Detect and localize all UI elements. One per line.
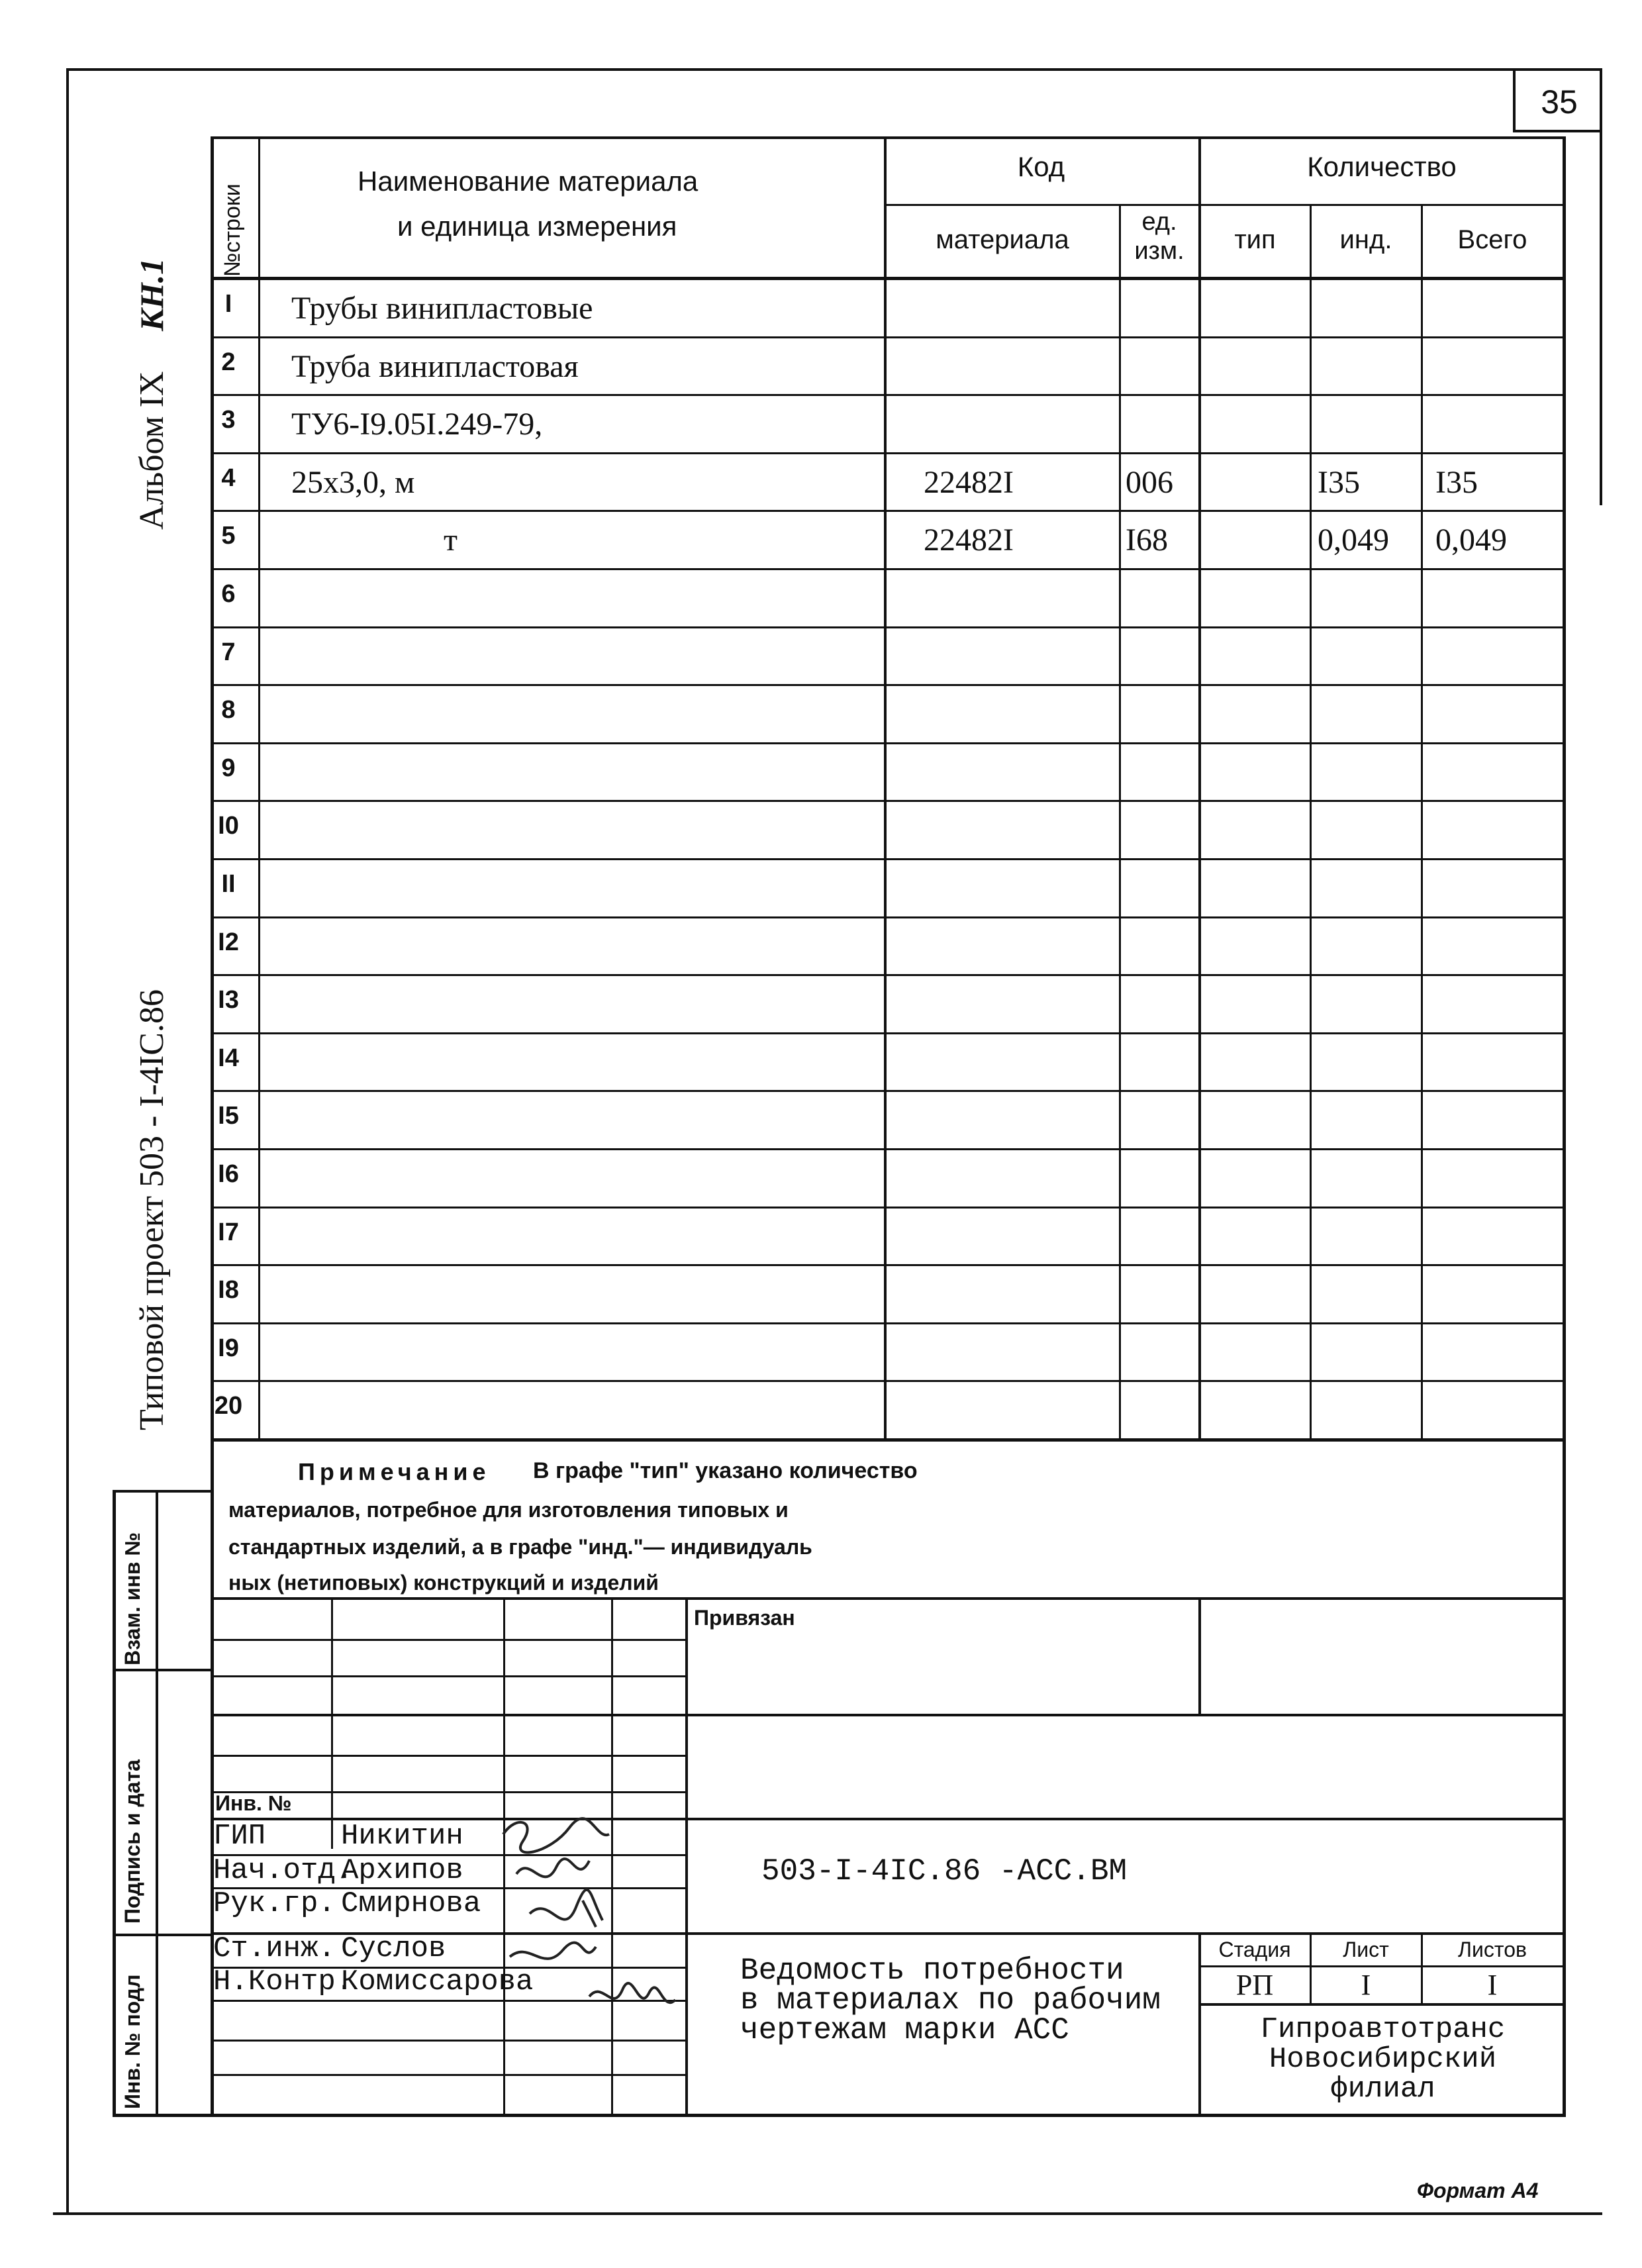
note-line2: материалов, потребное для изготовления типовых и xyxy=(228,1498,789,1522)
row-number: 3 xyxy=(221,406,236,434)
quantity-header: Количество xyxy=(1307,151,1457,182)
name-header-line2: и единица измерения xyxy=(397,211,677,242)
unit-header-line2: изм. xyxy=(1134,237,1184,265)
row-number: 6 xyxy=(221,580,236,608)
doc-title-line3: чертежам марки АСС xyxy=(740,2013,1069,2047)
ind-qty: I35 xyxy=(1318,465,1360,500)
note-line3: стандартных изделий, а в графе "инд."— индивидуаль xyxy=(228,1535,812,1559)
sheet-value: I xyxy=(1361,1969,1371,2001)
row-number: I7 xyxy=(218,1218,239,1246)
total-qty: I35 xyxy=(1435,465,1478,500)
row-number: II xyxy=(221,870,236,898)
staff-name: Смирнова xyxy=(341,1887,481,1920)
code-header: Код xyxy=(1017,151,1065,182)
org-line2: Новосибирский xyxy=(1269,2043,1497,2076)
material-name: Трубы винипластовые xyxy=(291,291,593,326)
page-number: 35 xyxy=(1541,83,1578,121)
note-line4: ных (нетиповых) конструкций и изделий xyxy=(228,1571,659,1595)
doc-title-line2: в материалах по рабочим xyxy=(740,1983,1161,2018)
staff-role: ГИП xyxy=(213,1820,266,1853)
material-name: Труба винипластовая xyxy=(291,349,579,384)
staff-role: Ст.инж. xyxy=(213,1932,336,1965)
unit-code: I68 xyxy=(1126,522,1168,558)
row-number: 20 xyxy=(214,1392,243,1420)
row-number: I xyxy=(224,290,232,318)
row-number: 8 xyxy=(221,696,236,724)
staff-role: Нач.отд. xyxy=(213,1854,354,1887)
material-code: 22482I xyxy=(924,465,1014,500)
stage-value: РП xyxy=(1235,1969,1274,2001)
note-line1: В графе "тип" указано количество xyxy=(533,1458,918,1483)
row-number-header: №строки xyxy=(220,183,245,277)
album-handwritten: КН.1 xyxy=(133,258,170,331)
staff-name: Никитин xyxy=(341,1820,463,1853)
type-header: тип xyxy=(1234,225,1276,254)
row-number: I5 xyxy=(218,1102,239,1130)
total-header: Всего xyxy=(1457,225,1527,254)
signature-date-label: Подпись и дата xyxy=(121,1759,144,1924)
row-number: I9 xyxy=(218,1334,239,1362)
row-number: I2 xyxy=(218,928,239,956)
row-number: I6 xyxy=(218,1160,239,1188)
inv-no-label: Инв. № xyxy=(215,1791,292,1815)
material-code: 22482I xyxy=(924,522,1014,558)
row-number: I4 xyxy=(218,1044,239,1072)
material-name: 25х3,0, м xyxy=(291,465,415,500)
staff-name: Архипов xyxy=(341,1854,463,1887)
row-number: I8 xyxy=(218,1276,239,1304)
format-label: Формат А4 xyxy=(1417,2179,1539,2202)
row-number: I0 xyxy=(218,812,239,840)
staff-role: Рук.гр. xyxy=(213,1887,336,1920)
note-label: Примечание xyxy=(298,1458,491,1485)
unit-code: 006 xyxy=(1126,465,1173,500)
project-label: Типовой проект 503 - I-4IC.86 xyxy=(133,989,171,1430)
inv-original-label: Инв. № подл xyxy=(121,1974,144,2109)
row-number: I3 xyxy=(218,986,239,1014)
material-name: ТУ6-I9.05I.249-79, xyxy=(291,407,543,442)
album-label: Альбом IX xyxy=(133,371,171,530)
total-qty: 0,049 xyxy=(1435,522,1507,558)
org-line3: филиал xyxy=(1330,2073,1435,2106)
ind-header: инд. xyxy=(1339,225,1392,254)
sheet-label: Лист xyxy=(1343,1938,1389,1961)
signatures-graphic xyxy=(490,1814,689,2033)
sheets-label: Листов xyxy=(1458,1938,1527,1961)
sheets-value: I xyxy=(1487,1969,1498,2001)
doc-title-line1: Ведомость потребности xyxy=(740,1953,1124,1988)
row-number: 5 xyxy=(221,522,236,550)
code-material-header: материала xyxy=(936,225,1069,254)
row-number: 4 xyxy=(221,464,236,492)
staff-name: Комиссарова xyxy=(341,1965,534,1998)
row-number: 2 xyxy=(221,348,236,376)
vzam-inv-label: Взам. инв № xyxy=(121,1532,144,1665)
org-line1: Гипроавтотранс xyxy=(1260,2013,1506,2046)
unit-header-line1: ед. xyxy=(1141,208,1177,236)
document-code: 503-I-4IC.86 -АСС.ВМ xyxy=(761,1854,1128,1889)
row-number: 9 xyxy=(221,754,236,782)
name-header-line1: Наименование материала xyxy=(358,166,699,197)
privyazan-label: Привязан xyxy=(694,1606,795,1630)
stage-label: Стадия xyxy=(1218,1938,1291,1961)
material-name: т xyxy=(444,522,458,558)
staff-name: Суслов xyxy=(341,1932,446,1965)
ind-qty: 0,049 xyxy=(1318,522,1389,558)
row-number: 7 xyxy=(221,638,236,666)
staff-role: Н.Контр. xyxy=(213,1965,354,1998)
